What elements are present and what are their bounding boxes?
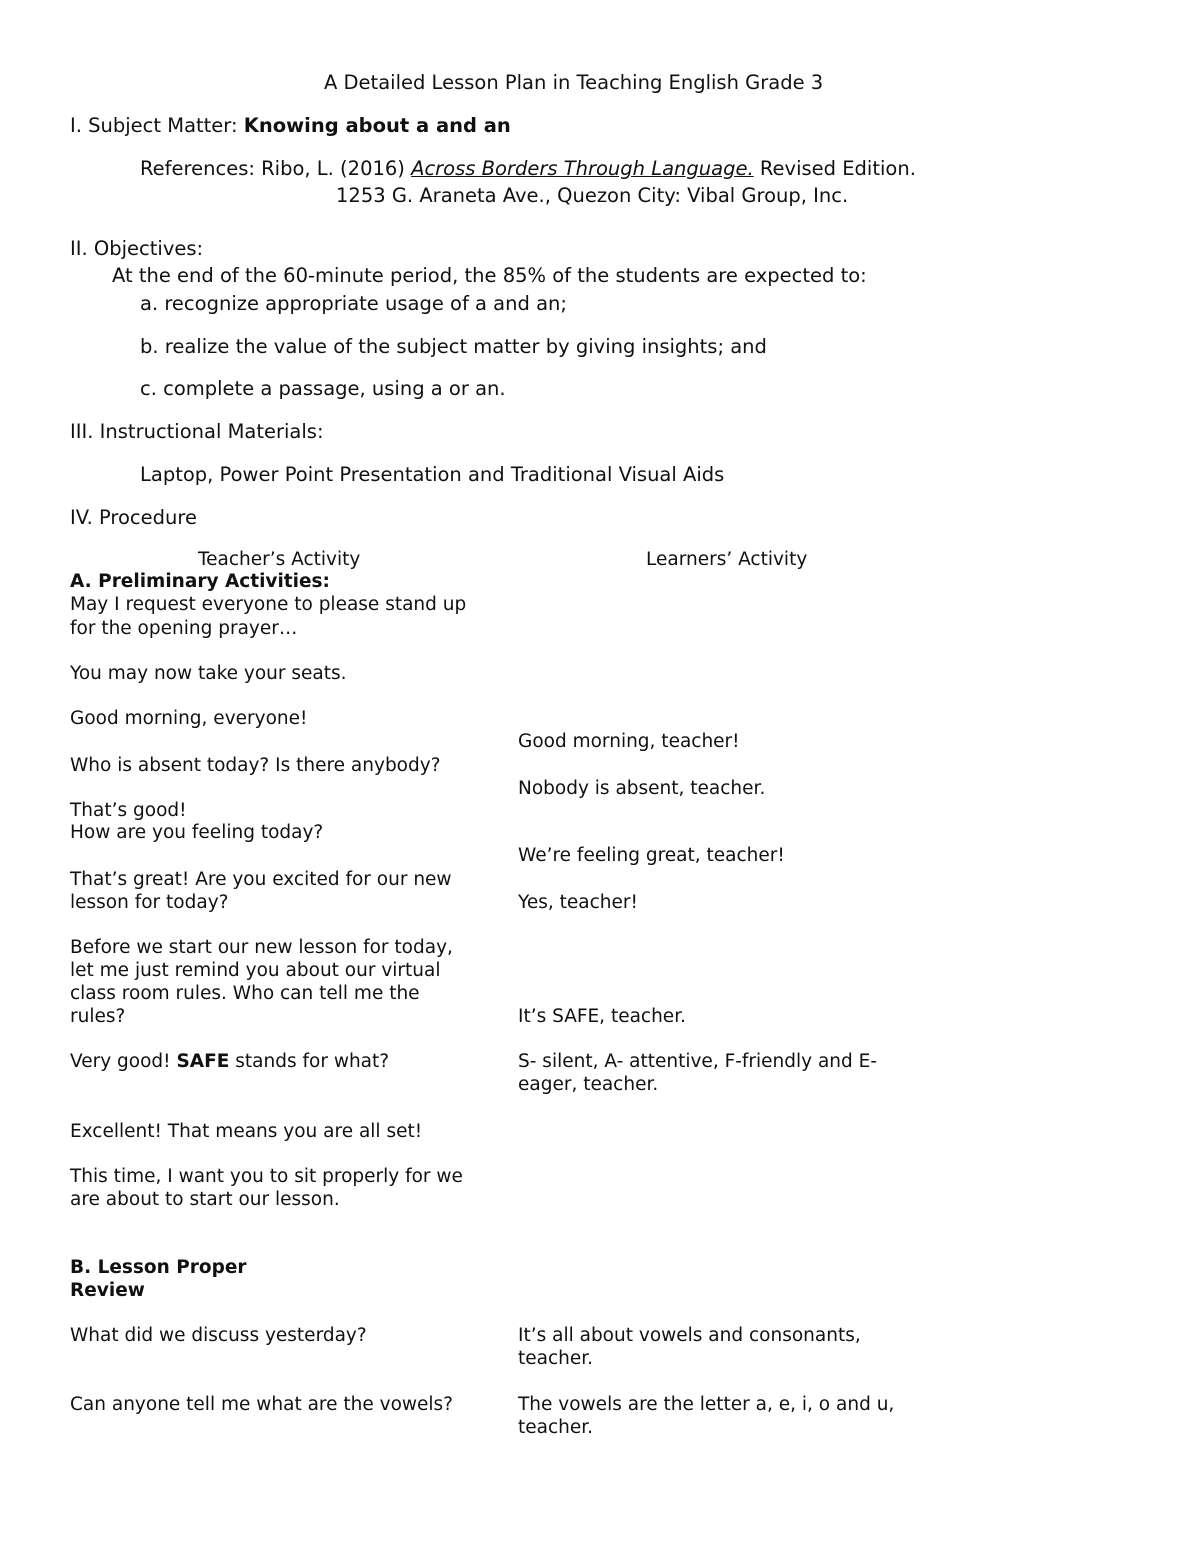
teacher-line-safe [70,1050,389,1073]
materials-text: Laptop, Power Point Presentation and Traditional Visual Aids [140,463,725,486]
learner-line: Good morning, teacher! [518,731,740,752]
objective-item: b. realize the value of the subject matter by giving insights; and [140,335,767,358]
objectives-intro: At the end of the 60-minute period, the 85% of the students are expected to: [112,264,867,287]
reference-edition: Revised Edition. [759,157,916,180]
teacher-line: That’s great! Are you excited for our new [70,869,452,890]
learner-line: Nobody is absent, teacher. [518,778,766,799]
review-heading: Review [70,1280,145,1301]
teacher-line: Who is absent today? Is there anybody? [70,755,441,776]
teacher-line: let me just remind you about our virtual [70,960,441,981]
teacher-line: lesson for today? [70,892,229,913]
teacher-line: are about to start our lesson. [70,1189,340,1210]
reference-address: 1253 G. Araneta Ave., Quezon City: Vibal Group, Inc. [336,184,849,207]
objective-item: a. recognize appropriate usage of a and an; [140,292,567,315]
materials-heading: III. Instructional Materials: [70,420,324,443]
learner-line: Yes, teacher! [518,892,638,913]
review-learner-line: The vowels are the letter a, e, i, o and u, [518,1394,895,1415]
review-teacher-line: What did we discuss yesterday? [70,1325,367,1346]
objectives-heading: II. Objectives: [70,237,204,260]
safe-line-bold: SAFE [176,1051,230,1072]
learner-line: It’s SAFE, teacher. [518,1006,686,1027]
learner-line: eager, teacher. [518,1074,659,1095]
learner-line: We’re feeling great, teacher! [518,845,785,866]
teacher-line: That’s good! [70,800,187,821]
section-b-heading: B. Lesson Proper [70,1257,247,1278]
reference-book-title: Across Borders Through Language. [411,157,754,180]
objective-item: c. complete a passage, using a or an. [140,377,506,400]
safe-line-before: Very good! [70,1051,171,1072]
references-line [140,157,916,181]
references-prefix: References: Ribo, L. (2016) [140,157,405,180]
safe-line-after: stands for what? [235,1051,390,1072]
procedure-heading: IV. Procedure [70,506,197,529]
teacher-line: for the opening prayer… [70,618,298,639]
subject-matter-value: Knowing about a and an [243,114,511,137]
teacher-line: How are you feeling today? [70,822,324,843]
teacher-line: May I request everyone to please stand up [70,594,467,615]
review-learner-line: It’s all about vowels and consonants, [518,1325,861,1346]
teacher-line: Excellent! That means you are all set! [70,1121,423,1142]
section-a-heading: A. Preliminary Activities: [70,571,330,592]
learner-line: S- silent, A- attentive, F-friendly and E- [518,1051,878,1072]
teacher-line: Before we start our new lesson for today, [70,937,453,958]
review-teacher-line: Can anyone tell me what are the vowels? [70,1394,453,1415]
teacher-line: rules? [70,1006,126,1027]
review-learner-line: teacher. [518,1417,594,1438]
review-learner-line: teacher. [518,1348,594,1369]
subject-matter-line [70,114,511,138]
document-title: A Detailed Lesson Plan in Teaching English Grade 3 [324,71,824,94]
subject-matter-label: I. Subject Matter: [70,114,238,137]
teacher-line: Good morning, everyone! [70,708,308,729]
teacher-activity-header: Teacher’s Activity [198,549,361,570]
learner-activity-header: Learners’ Activity [646,549,808,570]
teacher-line: This time, I want you to sit properly for we [70,1166,463,1187]
teacher-line: class room rules. Who can tell me the [70,983,420,1004]
teacher-line: You may now take your seats. [70,663,347,684]
